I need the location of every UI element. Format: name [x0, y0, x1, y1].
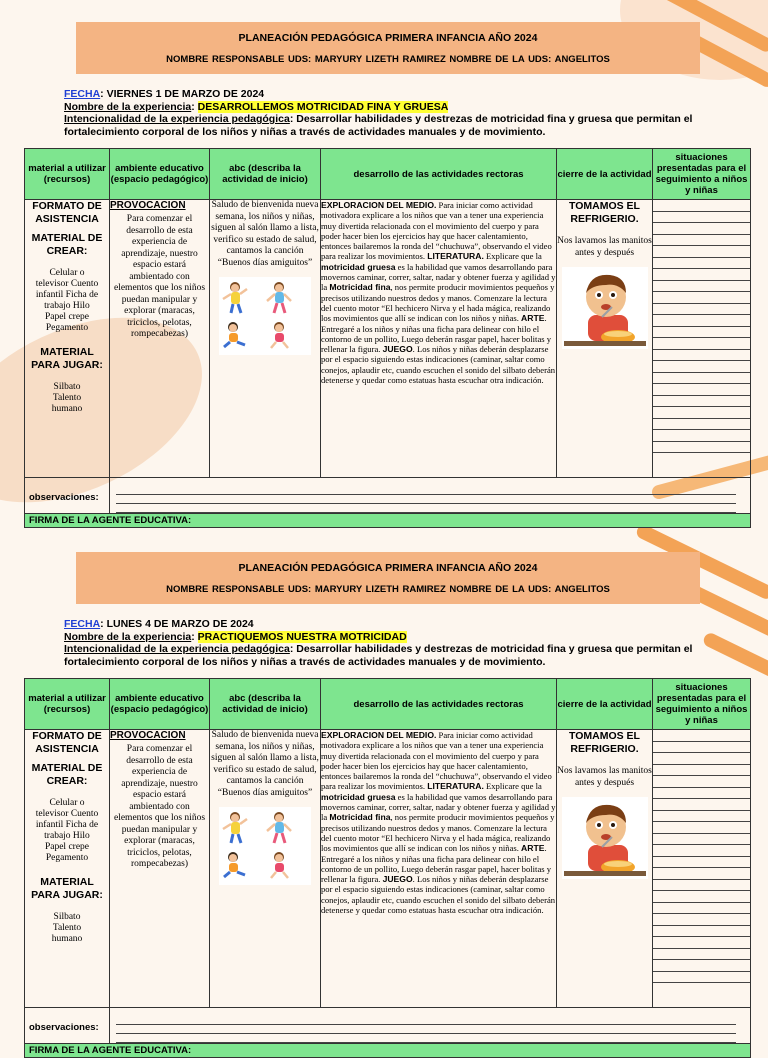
table-body-row: [25, 200, 751, 478]
responsible-line: NOMBRE RESPONSABLE UDS: MARYURY LIZETH RAMIREZ NOMBRE DE LA UDS: ANGELITOS: [166, 584, 610, 595]
cierre-text: Nos lavamos las manitos antes y después: [557, 766, 652, 788]
col-header-material: material a utilizar (recursos): [25, 679, 110, 730]
juego-heading: JUEGO: [382, 344, 413, 355]
abc-text: Saludo de bienvenida nueva semana, los niños y niñas, siguen al salón llamo a lista, verifico su estado de salud, cantamos la canción “Buenos días amiguitos”: [211, 200, 319, 268]
material-jugar-list: Silbato Talento humano: [51, 382, 83, 414]
situaciones-cell: [653, 730, 751, 1008]
blank-line: [653, 949, 750, 961]
col-header-material: material a utilizar (recursos): [25, 149, 110, 200]
motricidad-gruesa-term: motricidad gruesa: [321, 791, 396, 802]
situaciones-cell: [653, 200, 751, 478]
literatura-text-3: , nos permite producir movimientos pequeños y precisos utilizando nuestros dedos y manos. Comenzare la lectura del cuento motor “El hechicero Nirva y el hada mágica, realizando los movimientos que allí se indican con los niños y niñas.: [321, 282, 555, 324]
experience-meta: [64, 618, 754, 668]
material-cell: [25, 200, 110, 478]
observaciones-row: [25, 1008, 751, 1044]
firma-row: [25, 1044, 751, 1058]
col-header-cierre: cierre de la actividad: [557, 679, 653, 730]
blank-line: [653, 822, 750, 834]
material-crear-list: Celular o televisor Cuento infantil Ficha de trabajo Hilo Papel crepe Pegamento: [35, 798, 99, 863]
juego-heading: JUEGO: [382, 874, 413, 885]
children-exercising-illustration: [219, 807, 311, 885]
exploracion-heading: EXPLORACION DEL MEDIO.: [321, 200, 437, 210]
blank-line: [653, 361, 750, 373]
child-eating-illustration: [562, 797, 648, 879]
firma-label: FIRMA DE LA AGENTE EDUCATIVA:: [25, 514, 751, 528]
desarrollo-cell: [321, 200, 557, 478]
blank-line: [653, 396, 750, 408]
blank-line: [653, 281, 750, 293]
header-banner: [76, 22, 700, 74]
observaciones-label: observaciones:: [25, 478, 110, 514]
intencionalidad-label: Intencionalidad de la experiencia pedagógica: [64, 643, 290, 655]
observaciones-label: observaciones:: [25, 1008, 110, 1044]
blank-line: [653, 246, 750, 258]
arte-heading: ARTE: [521, 843, 545, 854]
motricidad-fina-term: Motricidad fina: [329, 282, 391, 293]
fecha-line: [64, 88, 754, 101]
material-jugar-heading: MATERIAL PARA JUGAR:: [31, 876, 103, 901]
table-body-row: [25, 730, 751, 1008]
col-header-abc: abc (describa la actividad de inicio): [210, 149, 321, 200]
ambiente-cell: [110, 200, 210, 478]
table-header-row: [25, 149, 751, 200]
fecha-value: : VIERNES 1 DE MARZO DE 2024: [100, 88, 265, 100]
page-title: PLANEACIÓN PEDAGÓGICA PRIMERA INFANCIA AÑO 2024: [238, 562, 538, 574]
col-header-desarrollo: desarrollo de las actividades rectoras: [321, 149, 557, 200]
fecha-value: : LUNES 4 DE MARZO DE 2024: [100, 618, 254, 630]
col-header-ambiente: ambiente educativo (espacio pedagógico): [110, 679, 210, 730]
intencionalidad-value: : Desarrollar habilidades y destrezas de motricidad fina y gruesa que permitan el fortalecimiento corporal de los niños y niñas a través de actividades manuales y de movimiento.: [64, 643, 693, 668]
child-eating-illustration: [562, 267, 648, 349]
blank-line: [653, 338, 750, 350]
blank-line: [116, 495, 736, 504]
blank-line: [653, 730, 750, 742]
col-header-cierre: cierre de la actividad: [557, 149, 653, 200]
col-header-situaciones: situaciones presentadas para el seguimiento a niños y niñas: [653, 679, 751, 730]
abc-cell: [210, 730, 321, 1008]
blank-line: [653, 972, 750, 984]
blank-line: [653, 384, 750, 396]
observaciones-lines: [110, 478, 751, 514]
arte-heading: ARTE: [521, 313, 545, 324]
experiencia-value: DESARROLLEMOS MOTRICIDAD FINA Y GRUESA: [197, 100, 449, 113]
experiencia-label: Nombre de la experiencia: [64, 630, 192, 643]
blank-line: [653, 269, 750, 281]
formato-asistencia: FORMATO DE ASISTENCIA: [32, 730, 102, 755]
literatura-text: Explicare que la: [483, 781, 542, 792]
cierre-text: Nos lavamos las manitos antes y después: [557, 236, 652, 258]
blank-line: [653, 258, 750, 270]
header-banner: [76, 552, 700, 604]
intencionalidad-label: Intencionalidad de la experiencia pedagógica: [64, 113, 290, 125]
planning-table: [24, 678, 751, 1058]
material-crear-list: Celular o televisor Cuento infantil Ficha de trabajo Hilo Papel crepe Pegamento: [35, 268, 99, 333]
material-crear-heading: MATERIAL DE CREAR:: [31, 232, 103, 257]
page-title: PLANEACIÓN PEDAGÓGICA PRIMERA INFANCIA AÑO 2024: [238, 32, 538, 44]
intencionalidad-line: [64, 113, 754, 138]
desarrollo-cell: [321, 730, 557, 1008]
blank-line: [653, 788, 750, 800]
col-header-abc: abc (describa la actividad de inicio): [210, 679, 321, 730]
material-jugar-heading: MATERIAL PARA JUGAR:: [31, 346, 103, 371]
blank-line: [653, 742, 750, 754]
col-header-ambiente: ambiente educativo (espacio pedagógico): [110, 149, 210, 200]
fecha-label: FECHA: [64, 618, 101, 630]
ambiente-cell: [110, 730, 210, 1008]
ambiente-text: Para comenzar el desarrollo de esta experiencia de aprendizaje, nuestro espacio estará ambientado con elementos que los niños puedan manipular y explorar (maracas, triciclos, pelotas, rompecabezas): [113, 744, 206, 869]
blank-line: [653, 407, 750, 419]
blank-line: [653, 926, 750, 938]
intencionalidad-line: [64, 643, 754, 668]
provocacion-title: PROVOCACION: [110, 730, 186, 741]
material-jugar-list: Silbato Talento humano: [51, 912, 83, 944]
col-header-situaciones: situaciones presentadas para el seguimiento a niños y niñas: [653, 149, 751, 200]
material-crear-heading: MATERIAL DE CREAR:: [31, 762, 103, 787]
blank-line: [653, 430, 750, 442]
blank-line: [116, 486, 736, 495]
blank-line: [653, 903, 750, 915]
cierre-title: TOMAMOS EL REFRIGERIO.: [569, 730, 640, 755]
ambiente-text: Para comenzar el desarrollo de esta experiencia de aprendizaje, nuestro espacio estará ambientado con elementos que los niños puedan manipular y explorar (maracas, triciclos, pelotas, rompecabezas): [113, 214, 206, 339]
cierre-cell: [557, 730, 653, 1008]
blank-line: [653, 811, 750, 823]
blank-line: [653, 327, 750, 339]
observaciones-lines: [110, 1008, 751, 1044]
blank-line: [653, 442, 750, 454]
exploracion-text: Para iniciar como actividad motivadora explicare a los niños que van a tener una experiencia muy divertida relacionada con el movimiento del cuerpo y para poder hacer bien los ejercicios hay que hacer calentamiento, entonces bailaremos la ronda del “chuchuwa”, observando el video para realizar los movimientos.: [321, 730, 552, 792]
abc-text: Saludo de bienvenida nueva semana, los niños y niñas, siguen al salón llamo a lista, verifico su estado de salud, cantamos la canción “Buenos días amiguitos”: [211, 730, 319, 798]
blank-line: [116, 504, 736, 513]
blank-line: [653, 212, 750, 224]
blank-line: [653, 845, 750, 857]
literatura-heading: LITERATURA.: [427, 781, 484, 792]
arte-text: . Entregaré a los niños y niñas una ficha para delinear con hilo el contorno de un pollito, Luego deberán rasgar papel, hacer bolitas y rellenar la figura.: [321, 843, 552, 885]
blank-line: [116, 1025, 736, 1034]
experiencia-value: PRACTIQUEMOS NUESTRA MOTRICIDAD: [197, 630, 407, 643]
juego-text: . Los niños y niñas deberán desplazarse por el espacio siguiendo estas indicaciones (caminar, saltar como conejos, aplaudir etc, cuando escuchen el sonido del silbato deberán detenerse y quedar como estatuas hasta escuchar otra indicación.: [321, 344, 556, 386]
literatura-heading: LITERATURA.: [427, 251, 484, 262]
firma-label: FIRMA DE LA AGENTE EDUCATIVA:: [25, 1044, 751, 1058]
blank-line: [653, 200, 750, 212]
exploracion-heading: EXPLORACION DEL MEDIO.: [321, 730, 437, 740]
experiencia-label: Nombre de la experiencia: [64, 100, 192, 113]
material-cell: [25, 730, 110, 1008]
abc-cell: [210, 200, 321, 478]
planning-table: [24, 148, 751, 528]
experiencia-line: Nombre de la experiencia: PRACTIQUEMOS NUESTRA MOTRICIDAD: [64, 630, 407, 643]
blank-line: [653, 235, 750, 247]
experiencia-line: Nombre de la experiencia: DESARROLLEMOS MOTRICIDAD FINA Y GRUESA: [64, 100, 449, 113]
blank-line: [653, 315, 750, 327]
blank-line: [653, 880, 750, 892]
blank-line: [653, 753, 750, 765]
table-header-row: [25, 679, 751, 730]
exploracion-text: Para iniciar como actividad motivadora explicare a los niños que van a tener una experiencia muy divertida relacionada con el movimiento del cuerpo y para poder hacer bien los ejercicios hay que hacer calentamiento, entonces bailaremos la ronda del “chuchuwa”, observando el video para realizar los movimientos.: [321, 200, 552, 262]
motricidad-fina-term: Motricidad fina: [329, 812, 391, 823]
blank-line: [653, 776, 750, 788]
intencionalidad-value: : Desarrollar habilidades y destrezas de motricidad fina y gruesa que permitan el fortalecimiento corporal de los niños y niñas a través de actividades manuales y de movimiento.: [64, 113, 693, 138]
blank-line: [653, 292, 750, 304]
blank-line: [653, 419, 750, 431]
fecha-label: FECHA: [64, 88, 101, 100]
blank-line: [653, 891, 750, 903]
blank-line: [653, 914, 750, 926]
cierre-title: TOMAMOS EL REFRIGERIO.: [569, 200, 640, 225]
observaciones-row: [25, 478, 751, 514]
motricidad-gruesa-term: motricidad gruesa: [321, 261, 396, 272]
blank-line: [653, 765, 750, 777]
blank-line: [653, 373, 750, 385]
blank-line: [653, 868, 750, 880]
arte-text: . Entregaré a los niños y niñas una ficha para delinear con hilo el contorno de un pollito, Luego deberán rasgar papel, hacer bolitas y rellenar la figura.: [321, 313, 552, 355]
responsible-line: NOMBRE RESPONSABLE UDS: MARYURY LIZETH RAMIREZ NOMBRE DE LA UDS: ANGELITOS: [166, 54, 610, 65]
blank-line: [653, 350, 750, 362]
children-exercising-illustration: [219, 277, 311, 355]
experience-meta: [64, 88, 754, 138]
firma-row: [25, 514, 751, 528]
cierre-cell: [557, 200, 653, 478]
literatura-text-2: es la habilidad que vamos desarrollando para movernos caminar, correr, saltar, nadar y obtener fuerza y agilidad y la: [321, 261, 556, 293]
blank-line: [653, 937, 750, 949]
blank-line: [653, 223, 750, 235]
blank-line: [653, 857, 750, 869]
literatura-text-3: , nos permite producir movimientos pequeños y precisos utilizando nuestros dedos y manos. Comenzare la lectura del cuento motor “El hechicero Nirva y el hada mágica, realizando los movimientos que allí se indican con los niños y niñas.: [321, 812, 555, 854]
blank-line: [116, 1034, 736, 1043]
literatura-text-2: es la habilidad que vamos desarrollando para movernos caminar, correr, saltar, nadar y obtener fuerza y agilidad y la: [321, 791, 556, 823]
blank-line: [653, 799, 750, 811]
blank-line: [653, 304, 750, 316]
juego-text: . Los niños y niñas deberán desplazarse por el espacio siguiendo estas indicaciones (caminar, saltar como conejos, aplaudir etc, cuando escuchen el sonido del silbato deberán detenerse y quedar como estatuas hasta escuchar otra indicación.: [321, 874, 556, 916]
fecha-line: [64, 618, 754, 631]
formato-asistencia: FORMATO DE ASISTENCIA: [32, 200, 102, 225]
blank-line: [653, 960, 750, 972]
col-header-desarrollo: desarrollo de las actividades rectoras: [321, 679, 557, 730]
provocacion-title: PROVOCACION: [110, 200, 186, 211]
literatura-text: Explicare que la: [483, 251, 542, 262]
blank-line: [653, 834, 750, 846]
